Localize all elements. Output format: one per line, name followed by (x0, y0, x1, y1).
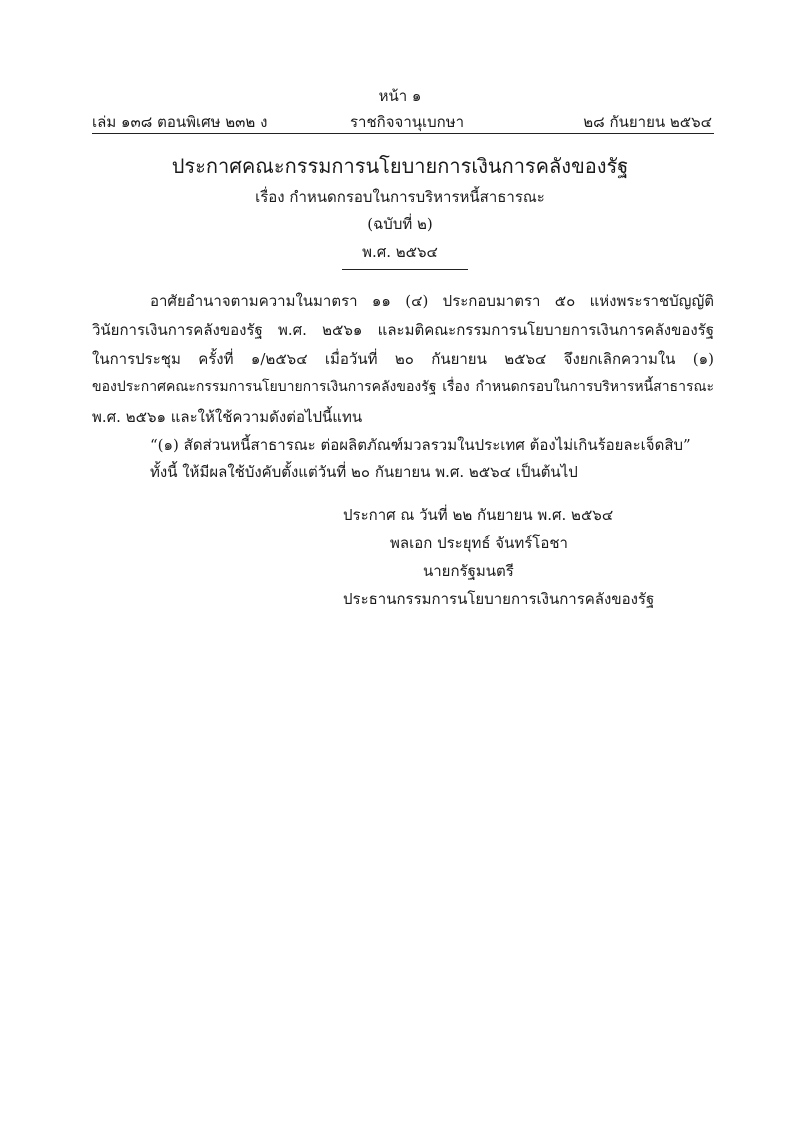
header-divider (92, 133, 714, 134)
gazette-volume: เล่ม ๑๓๘ ตอนพิเศษ ๒๓๒ ง (92, 113, 268, 131)
document-year: พ.ศ. ๒๕๖๔ (362, 243, 438, 261)
body-line-3: ในการประชุม ครั้งที่ ๑/๒๕๖๔ เมื่อวันที่ ๒๐ กันยายน ๒๕๖๔ จึงยกเลิกความใน (๑) (92, 350, 714, 368)
gazette-date: ๒๘ กันยายน ๒๕๖๔ (583, 113, 712, 131)
signatory-name: พลเอก ประยุทธ์ จันทร์โอชา (390, 534, 568, 552)
page-number: หน้า ๑ (378, 87, 422, 105)
signatory-position: นายกรัฐมนตรี (423, 562, 514, 580)
gazette-name: ราชกิจจานุเบกษา (350, 113, 465, 131)
signatory-role: ประธานกรรมการนโยบายการเงินการคลังของรัฐ (343, 590, 655, 608)
amended-clause: “(๑) สัดส่วนหนี้สาธารณะ ต่อผลิตภัณฑ์มวลรวมในประเทศ ต้องไม่เกินร้อยละเจ็ดสิบ” (150, 436, 691, 454)
effective-date-line: ทั้งนี้ ให้มีผลใช้บังคับตั้งแต่วันที่ ๒๐ กันยายน พ.ศ. ๒๕๖๔ เป็นต้นไป (150, 463, 578, 481)
title-divider (342, 269, 468, 270)
document-title: ประกาศคณะกรรมการนโยบายการเงินการคลังของรัฐ (171, 154, 629, 178)
body-line-4: ของประกาศคณะกรรมการนโยบายการเงินการคลังของรัฐ เรื่อง กำหนดกรอบในการบริหารหนี้สาธารณะ (92, 379, 714, 395)
announcement-date: ประกาศ ณ วันที่ ๒๒ กันยายน พ.ศ. ๒๕๖๔ (343, 506, 614, 524)
body-line-2: วินัยการเงินการคลังของรัฐ พ.ศ. ๒๕๖๑ และมติคณะกรรมการนโยบายการเงินการคลังของรัฐ (92, 321, 714, 339)
body-line-5: พ.ศ. ๒๕๖๑ และให้ใช้ความดังต่อไปนี้แทน (92, 408, 363, 426)
body-line-1: อาศัยอำนาจตามความในมาตรา ๑๑ (๔) ประกอบมาตรา ๕๐ แห่งพระราชบัญญัติ (150, 292, 714, 310)
document-subject: เรื่อง กำหนดกรอบในการบริหารหนี้สาธารณะ (255, 188, 545, 206)
document-edition: (ฉบับที่ ๒) (367, 215, 433, 233)
